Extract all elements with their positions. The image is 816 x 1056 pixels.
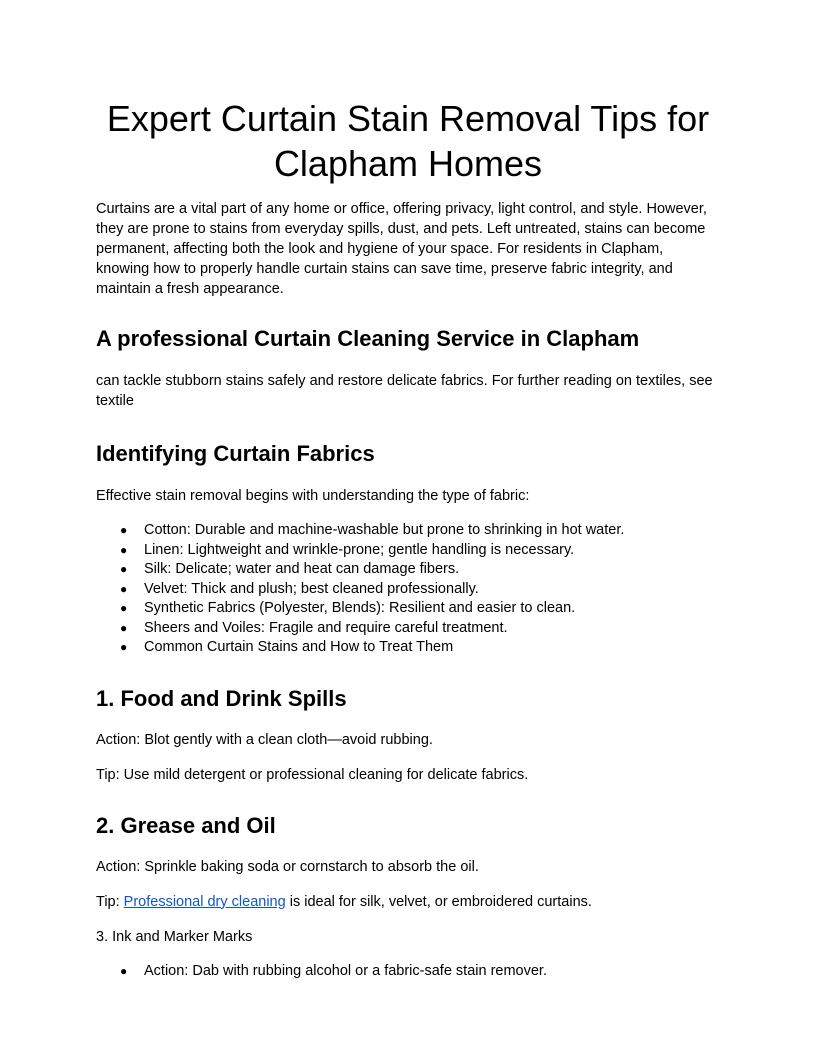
list-item-text: Velvet: Thick and plush; best cleaned professionally. xyxy=(144,580,479,597)
list-item xyxy=(96,638,720,658)
bullet-icon: ● xyxy=(120,581,128,596)
list-item-text: Synthetic Fabrics (Polyester, Blends): Resilient and easier to clean. xyxy=(144,600,576,616)
bullet-icon: ● xyxy=(120,523,128,537)
bullet-icon: ● xyxy=(120,640,128,654)
list-item-text: Silk: Delicate; water and heat can damage fibers. xyxy=(144,561,460,577)
list-item xyxy=(96,599,720,619)
grease-action: Action: Sprinkle baking soda or cornstarch to absorb the oil. xyxy=(96,858,479,875)
bullet-icon: ● xyxy=(120,963,128,978)
food-tip: Tip: Use mild detergent or professional cleaning for delicate fabrics. xyxy=(96,766,529,783)
list-item-text: Action: Dab with rubbing alcohol or a fabric-safe stain remover. xyxy=(144,962,547,979)
fabrics-intro: Effective stain removal begins with understanding the type of fabric: xyxy=(96,488,530,504)
list-item-text: Sheers and Voiles: Fragile and require careful treatment. xyxy=(144,619,508,636)
list-item xyxy=(96,580,720,600)
list-item xyxy=(96,619,720,639)
ink-list xyxy=(96,962,720,982)
document-page xyxy=(96,0,720,981)
list-item xyxy=(96,541,720,561)
service-heading: A professional Curtain Cleaning Service in Clapham xyxy=(96,326,640,351)
bullet-icon: ● xyxy=(120,601,128,615)
list-item xyxy=(96,521,720,541)
fabric-list xyxy=(96,521,720,658)
intro-paragraph: Curtains are a vital part of any home or office, offering privacy, light control, and style. However, they are prone to stains from everyday spills, dust, and pets. Left untreated, stains can become permanent, affecting both the look and hygiene of your space. For residents in Clapham, knowing how to properly handle curtain stains can save time, preserve fabric integrity, and maintain a fresh appearance. xyxy=(96,201,707,297)
grease-heading: 2. Grease and Oil xyxy=(96,812,276,838)
food-action: Action: Blot gently with a clean cloth—avoid rubbing. xyxy=(96,731,433,748)
list-item-text: Linen: Lightweight and wrinkle-prone; gentle handling is necessary. xyxy=(144,541,575,558)
list-item-text: Cotton: Durable and machine-washable but prone to shrinking in hot water. xyxy=(144,522,625,538)
professional-dry-cleaning-link[interactable]: Professional dry cleaning xyxy=(123,893,286,910)
fabrics-heading: Identifying Curtain Fabrics xyxy=(96,441,375,466)
grease-tip-suffix: is ideal for silk, velvet, or embroidered curtains. xyxy=(285,893,592,910)
bullet-icon: ● xyxy=(120,620,128,635)
bullet-icon: ● xyxy=(120,542,128,557)
list-item xyxy=(96,560,720,580)
service-paragraph: can tackle stubborn stains safely and restore delicate fabrics. For further reading on textiles, see textile xyxy=(96,373,713,409)
ink-heading: 3. Ink and Marker Marks xyxy=(96,928,253,945)
page-title: Expert Curtain Stain Removal Tips for Clapham Homes xyxy=(106,98,710,184)
grease-tip xyxy=(96,892,720,912)
list-item-text: Common Curtain Stains and How to Treat Them xyxy=(144,639,454,655)
food-heading: 1. Food and Drink Spills xyxy=(96,685,347,711)
list-item xyxy=(96,962,720,982)
grease-tip-prefix: Tip: xyxy=(96,893,124,910)
bullet-icon: ● xyxy=(120,562,128,576)
